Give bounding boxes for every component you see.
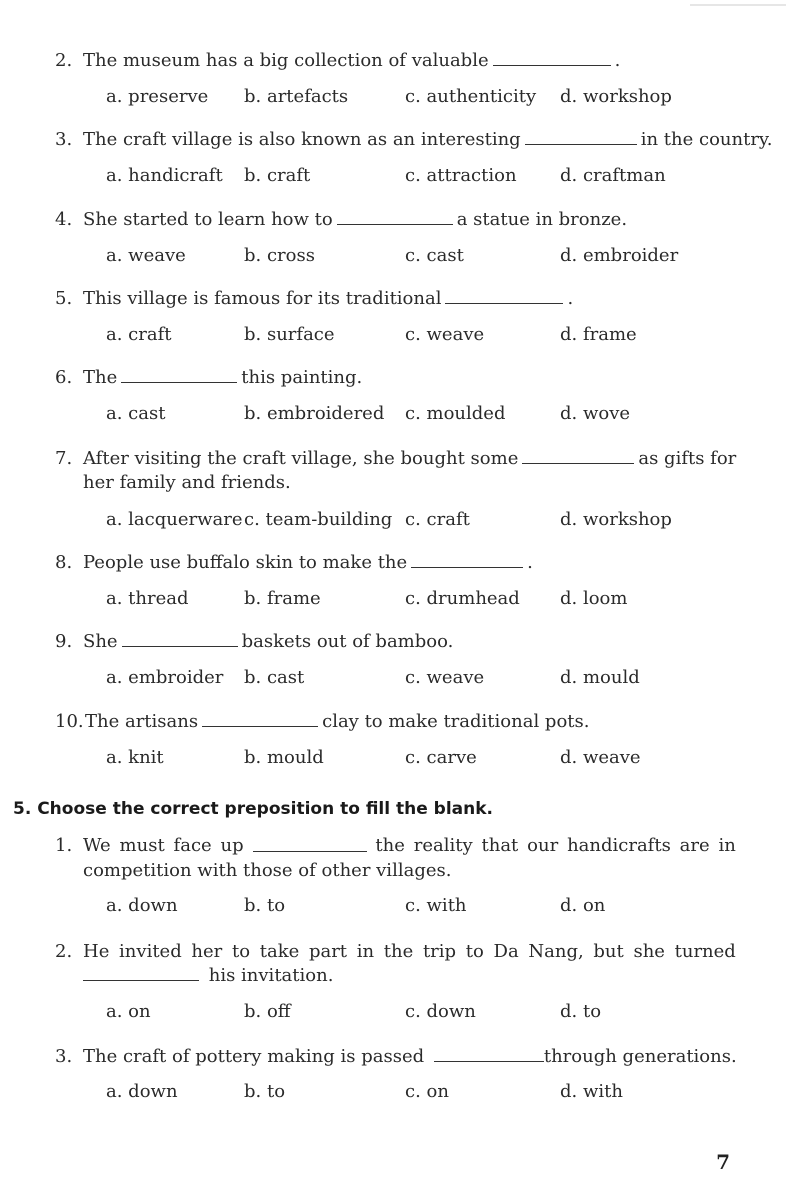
- question-number: 5.: [55, 288, 73, 309]
- question-text: The this painting.: [83, 367, 363, 388]
- answer-option[interactable]: c. drumhead: [405, 588, 520, 609]
- answer-option[interactable]: b. to: [244, 1081, 286, 1102]
- answer-option[interactable]: d. mould: [560, 667, 640, 688]
- answer-option[interactable]: b. craft: [244, 165, 311, 186]
- answer-blank[interactable]: [337, 209, 453, 225]
- answer-option[interactable]: b. mould: [244, 747, 324, 768]
- answer-option[interactable]: a. cast: [106, 403, 166, 424]
- answer-option[interactable]: d. wove: [560, 403, 631, 424]
- answer-blank[interactable]: [525, 129, 637, 145]
- answer-option[interactable]: c. authenticity: [405, 86, 537, 107]
- answer-option[interactable]: a. on: [106, 1001, 151, 1022]
- answer-option[interactable]: c. moulded: [405, 403, 506, 424]
- s5-q1-line2: competition with those of other villages.: [83, 860, 452, 881]
- page-number: 7: [716, 1150, 730, 1174]
- answer-option[interactable]: a. handicraft: [106, 165, 223, 186]
- question-text-line2: her family and friends.: [83, 472, 291, 493]
- answer-blank[interactable]: [202, 711, 318, 727]
- answer-option[interactable]: b. frame: [244, 588, 321, 609]
- s5-q3-number: 3.: [55, 1046, 73, 1067]
- answer-option[interactable]: a. down: [106, 1081, 178, 1102]
- answer-option[interactable]: b. artefacts: [244, 86, 349, 107]
- answer-option[interactable]: c. carve: [405, 747, 477, 768]
- question-text: She started to learn how to a statue in bronze.: [83, 209, 628, 230]
- answer-option[interactable]: a. preserve: [106, 86, 209, 107]
- question-text: The craft village is also known as an interesting in the country.: [83, 129, 773, 150]
- answer-option[interactable]: d. craftman: [560, 165, 666, 186]
- answer-option[interactable]: a. down: [106, 895, 178, 916]
- answer-option[interactable]: d. loom: [560, 588, 628, 609]
- question-text: This village is famous for its traditional .: [83, 288, 574, 309]
- answer-blank[interactable]: [83, 965, 199, 981]
- answer-option[interactable]: d. weave: [560, 747, 641, 768]
- answer-option[interactable]: c. attraction: [405, 165, 517, 186]
- s5-q2-line1: He invited her to take part in the trip to Da Nang, but she turned: [83, 941, 736, 962]
- answer-blank[interactable]: [122, 631, 238, 647]
- section-5-title: 5. Choose the correct preposition to fill the blank.: [13, 799, 494, 819]
- question-number: 7.: [55, 448, 73, 469]
- question-number: 3.: [55, 129, 73, 150]
- answer-option[interactable]: c. on: [405, 1081, 449, 1102]
- s5-q2-number: 2.: [55, 941, 73, 962]
- top-edge-rule: [690, 4, 786, 6]
- s5-q1-number: 1.: [55, 835, 73, 856]
- answer-option[interactable]: d. frame: [560, 324, 637, 345]
- answer-option[interactable]: c. with: [405, 895, 467, 916]
- answer-option[interactable]: a. lacquerware: [106, 509, 243, 530]
- s5-q3-line: The craft of pottery making is passed through generations.: [83, 1046, 737, 1067]
- answer-option[interactable]: b. surface: [244, 324, 335, 345]
- answer-option[interactable]: c. craft: [405, 509, 470, 530]
- answer-option[interactable]: d. with: [560, 1081, 623, 1102]
- question-number: 9.: [55, 631, 73, 652]
- answer-option[interactable]: a. craft: [106, 324, 172, 345]
- answer-blank[interactable]: [411, 552, 523, 568]
- answer-option[interactable]: c. weave: [405, 324, 485, 345]
- answer-option[interactable]: d. workshop: [560, 509, 672, 530]
- answer-option[interactable]: d. embroider: [560, 245, 679, 266]
- answer-option[interactable]: c. team-building: [244, 509, 393, 530]
- answer-option[interactable]: a. knit: [106, 747, 164, 768]
- answer-blank[interactable]: [121, 367, 237, 383]
- answer-option[interactable]: d. workshop: [560, 86, 672, 107]
- question-number: 6.: [55, 367, 73, 388]
- answer-option[interactable]: a. embroider: [106, 667, 224, 688]
- question-text: She baskets out of bamboo.: [83, 631, 454, 652]
- s5-q2-line2: his invitation.: [83, 964, 333, 988]
- answer-option[interactable]: c. weave: [405, 667, 485, 688]
- answer-option[interactable]: b. embroidered: [244, 403, 385, 424]
- answer-option[interactable]: b. to: [244, 895, 286, 916]
- question-number: 2.: [55, 50, 73, 71]
- answer-blank[interactable]: [522, 448, 634, 464]
- answer-option[interactable]: a. thread: [106, 588, 189, 609]
- answer-blank[interactable]: [253, 834, 367, 852]
- answer-option[interactable]: a. weave: [106, 245, 186, 266]
- question-number: 10.: [55, 711, 84, 732]
- question-number: 4.: [55, 209, 73, 230]
- question-text: The artisans clay to make traditional pots.: [85, 711, 590, 732]
- answer-blank[interactable]: [493, 50, 611, 66]
- answer-blank[interactable]: [434, 1046, 544, 1062]
- answer-option[interactable]: d. to: [560, 1001, 602, 1022]
- answer-option[interactable]: b. off: [244, 1001, 291, 1022]
- question-text: The museum has a big collection of valuable .: [83, 50, 621, 71]
- answer-option[interactable]: c. cast: [405, 245, 464, 266]
- s5-q1-line1: We must face up the reality that our handicrafts are in: [83, 835, 736, 856]
- question-number: 8.: [55, 552, 73, 573]
- answer-option[interactable]: c. down: [405, 1001, 476, 1022]
- answer-option[interactable]: b. cast: [244, 667, 305, 688]
- answer-option[interactable]: b. cross: [244, 245, 315, 266]
- question-text: After visiting the craft village, she bought some as gifts for: [83, 448, 737, 469]
- answer-option[interactable]: d. on: [560, 895, 606, 916]
- question-text: People use buffalo skin to make the .: [83, 552, 533, 573]
- answer-blank[interactable]: [445, 288, 563, 304]
